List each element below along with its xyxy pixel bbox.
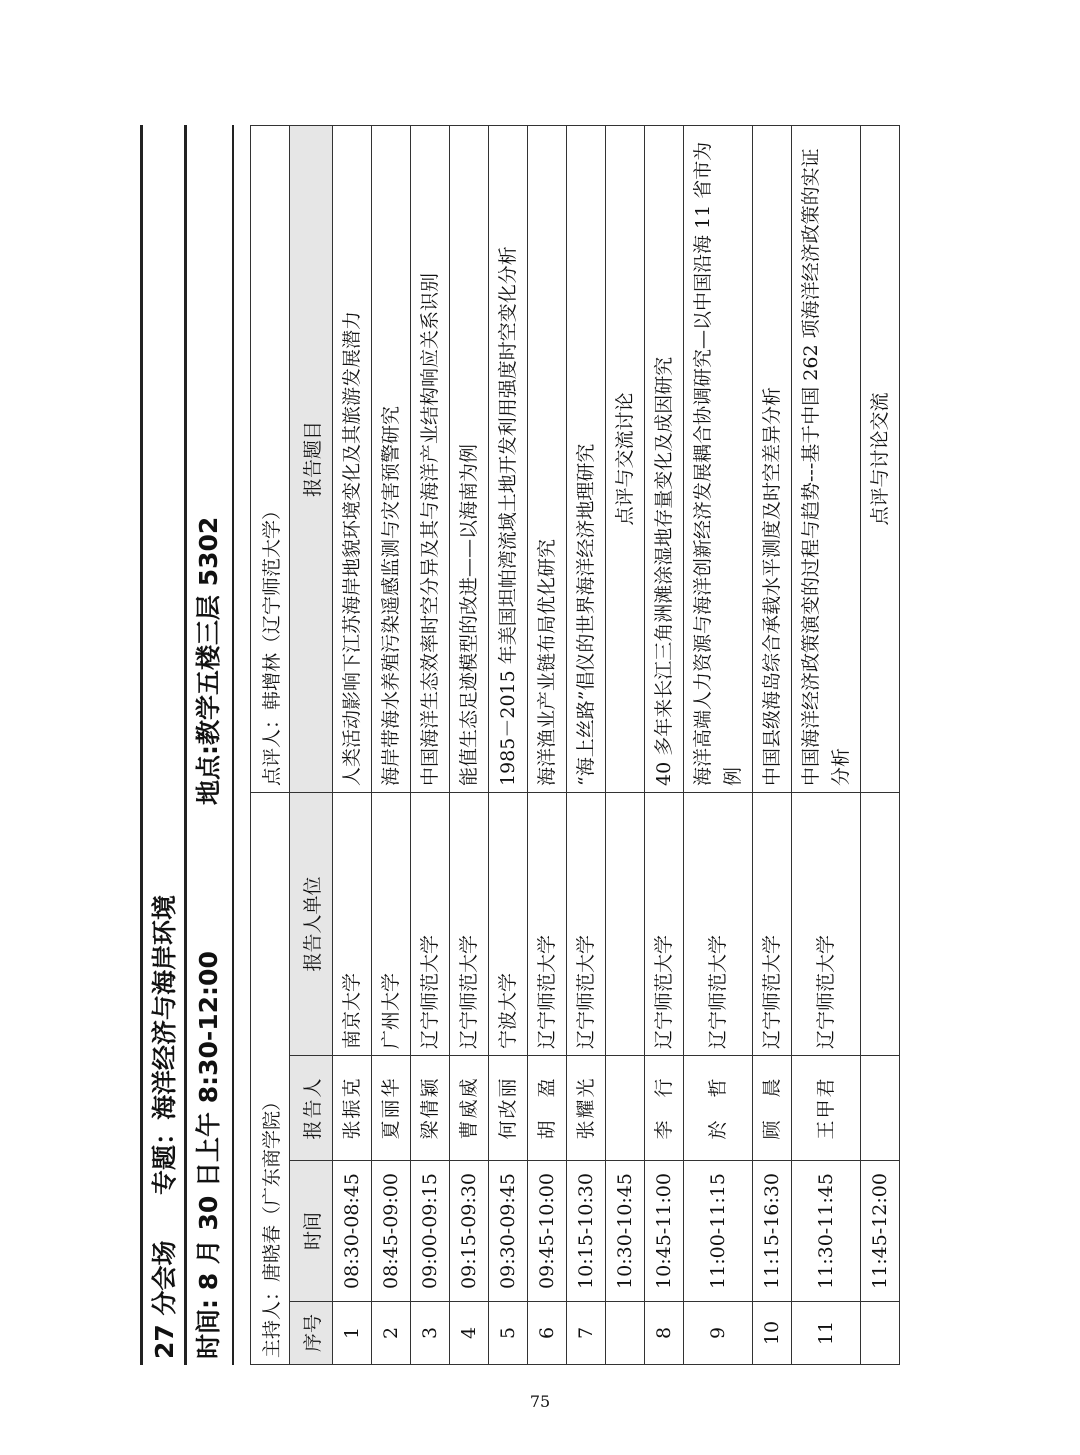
cell-time: 11:15-16:30 [753, 1161, 792, 1302]
cell-reporter: 顾 晨 [753, 1056, 792, 1161]
cell-title: 中国县级海岛综合承载水平测度及时空差异分析 [753, 126, 792, 793]
cell-reporter [606, 1056, 645, 1161]
table-row [372, 126, 411, 1365]
cell-no: 10 [753, 1302, 792, 1365]
venue-number: 27 分会场 [150, 1240, 179, 1359]
cell-unit: 辽宁师范大学 [567, 793, 606, 1056]
table-row [489, 126, 528, 1365]
cell-time: 10:45-11:00 [645, 1161, 684, 1302]
rotated-page [140, 125, 891, 1365]
cell-no: 5 [489, 1302, 528, 1365]
cell-reporter: 胡 盈 [528, 1056, 567, 1161]
cell-unit: 广州大学 [372, 793, 411, 1056]
cell-time: 08:45-09:00 [372, 1161, 411, 1302]
cell-title: 点评与讨论交流 [861, 126, 900, 793]
page-number: 75 [529, 1392, 551, 1411]
cell-unit: 辽宁师范大学 [684, 793, 753, 1056]
table-row [528, 126, 567, 1365]
cell-time: 08:30-08:45 [333, 1161, 372, 1302]
table-header-row [290, 126, 333, 1365]
cell-reporter: 王甲君 [792, 1056, 861, 1161]
cell-time: 09:00-09:15 [411, 1161, 450, 1302]
cell-unit: 辽宁师范大学 [645, 793, 684, 1056]
session-place: 地点:教学五楼三层 5302 [194, 516, 223, 805]
cell-unit: 辽宁师范大学 [450, 793, 489, 1056]
cell-title: 能值生态足迹模型的改进——以海南为例 [450, 126, 489, 793]
cell-no [606, 1302, 645, 1365]
table-row [606, 126, 645, 1365]
table-row [792, 126, 861, 1365]
cell-unit [861, 793, 900, 1056]
cell-reporter: 李 行 [645, 1056, 684, 1161]
cell-no: 9 [684, 1302, 753, 1365]
session-theme: 专题：海洋经济与海岸环境 [150, 894, 179, 1195]
cell-reporter: 於 哲 [684, 1056, 753, 1161]
cell-no: 6 [528, 1302, 567, 1365]
cell-no: 8 [645, 1302, 684, 1365]
cell-reporter [861, 1056, 900, 1161]
cell-title: 人类活动影响下江苏海岸地貌环境变化及其旅游发展潜力 [333, 126, 372, 793]
cell-reporter: 梁倩颖 [411, 1056, 450, 1161]
cell-no: 4 [450, 1302, 489, 1365]
col-header-no: 序号 [290, 1302, 333, 1365]
table-row [333, 126, 372, 1365]
cell-reporter: 何改丽 [489, 1056, 528, 1161]
reviewer-cell: 点评人：韩增林（辽宁师范大学） [251, 126, 290, 793]
cell-time: 11:45-12:00 [861, 1161, 900, 1302]
cell-reporter: 张耀光 [567, 1056, 606, 1161]
cell-title: 中国海洋生态效率时空分异及其与海洋产业结构响应关系识别 [411, 126, 450, 793]
cell-unit [606, 793, 645, 1056]
cell-unit: 辽宁师范大学 [792, 793, 861, 1056]
table-row [567, 126, 606, 1365]
cell-time: 10:15-10:30 [567, 1161, 606, 1302]
session-header [140, 125, 187, 1365]
session-time-place [184, 125, 231, 1365]
cell-title: 点评与交流讨论 [606, 126, 645, 793]
table-row [411, 126, 450, 1365]
col-header-unit: 报告人单位 [290, 793, 333, 1056]
table-row [753, 126, 792, 1365]
cell-reporter: 曹威威 [450, 1056, 489, 1161]
cell-no: 7 [567, 1302, 606, 1365]
cell-title: “海上丝路”倡仪的世界海洋经济地理研究 [567, 126, 606, 793]
table-row [861, 126, 900, 1365]
cell-unit: 南京大学 [333, 793, 372, 1056]
cell-reporter: 张振克 [333, 1056, 372, 1161]
schedule-table [250, 125, 900, 1365]
cell-no: 3 [411, 1302, 450, 1365]
cell-time: 09:45-10:00 [528, 1161, 567, 1302]
cell-title: 中国海洋经济政策演变的过程与趋势---基于中国 262 项海洋经济政策的实证分析 [792, 126, 861, 793]
cell-unit: 辽宁师范大学 [753, 793, 792, 1056]
cell-no: 2 [372, 1302, 411, 1365]
cell-time: 09:15-09:30 [450, 1161, 489, 1302]
col-header-title: 报告题目 [290, 126, 333, 793]
cell-time: 09:30-09:45 [489, 1161, 528, 1302]
table-row [684, 126, 753, 1365]
cell-title: 1985－2015 年美国坦帕湾流域土地开发利用强度时空变化分析 [489, 126, 528, 793]
cell-title: 海洋渔业产业链布局优化研究 [528, 126, 567, 793]
cell-no: 11 [792, 1302, 861, 1365]
cell-unit: 辽宁师范大学 [528, 793, 567, 1056]
cell-reporter: 夏丽华 [372, 1056, 411, 1161]
host-cell: 主持人：唐晓春（广东商学院） [251, 793, 290, 1365]
cell-title: 海洋高端人力资源与海洋创新经济发展耦合协调研究—以中国沿海 11 省市为例 [684, 126, 753, 793]
cell-no [861, 1302, 900, 1365]
header-divider [232, 125, 234, 1365]
table-row [645, 126, 684, 1365]
host-row [251, 126, 290, 1365]
cell-unit: 辽宁师范大学 [411, 793, 450, 1056]
session-time: 时间: 8 月 30 日上午 8:30-12:00 [194, 951, 223, 1359]
cell-time: 11:30-11:45 [792, 1161, 861, 1302]
cell-unit: 宁波大学 [489, 793, 528, 1056]
cell-no: 1 [333, 1302, 372, 1365]
cell-time: 11:00-11:15 [684, 1161, 753, 1302]
cell-title: 海岸带海水养殖污染遥感监测与灾害预警研究 [372, 126, 411, 793]
table-row [450, 126, 489, 1365]
cell-title: 40 多年来长江三角洲滩涂湿地存量变化及成因研究 [645, 126, 684, 793]
cell-time: 10:30-10:45 [606, 1161, 645, 1302]
col-header-reporter: 报告人 [290, 1056, 333, 1161]
col-header-time: 时间 [290, 1161, 333, 1302]
